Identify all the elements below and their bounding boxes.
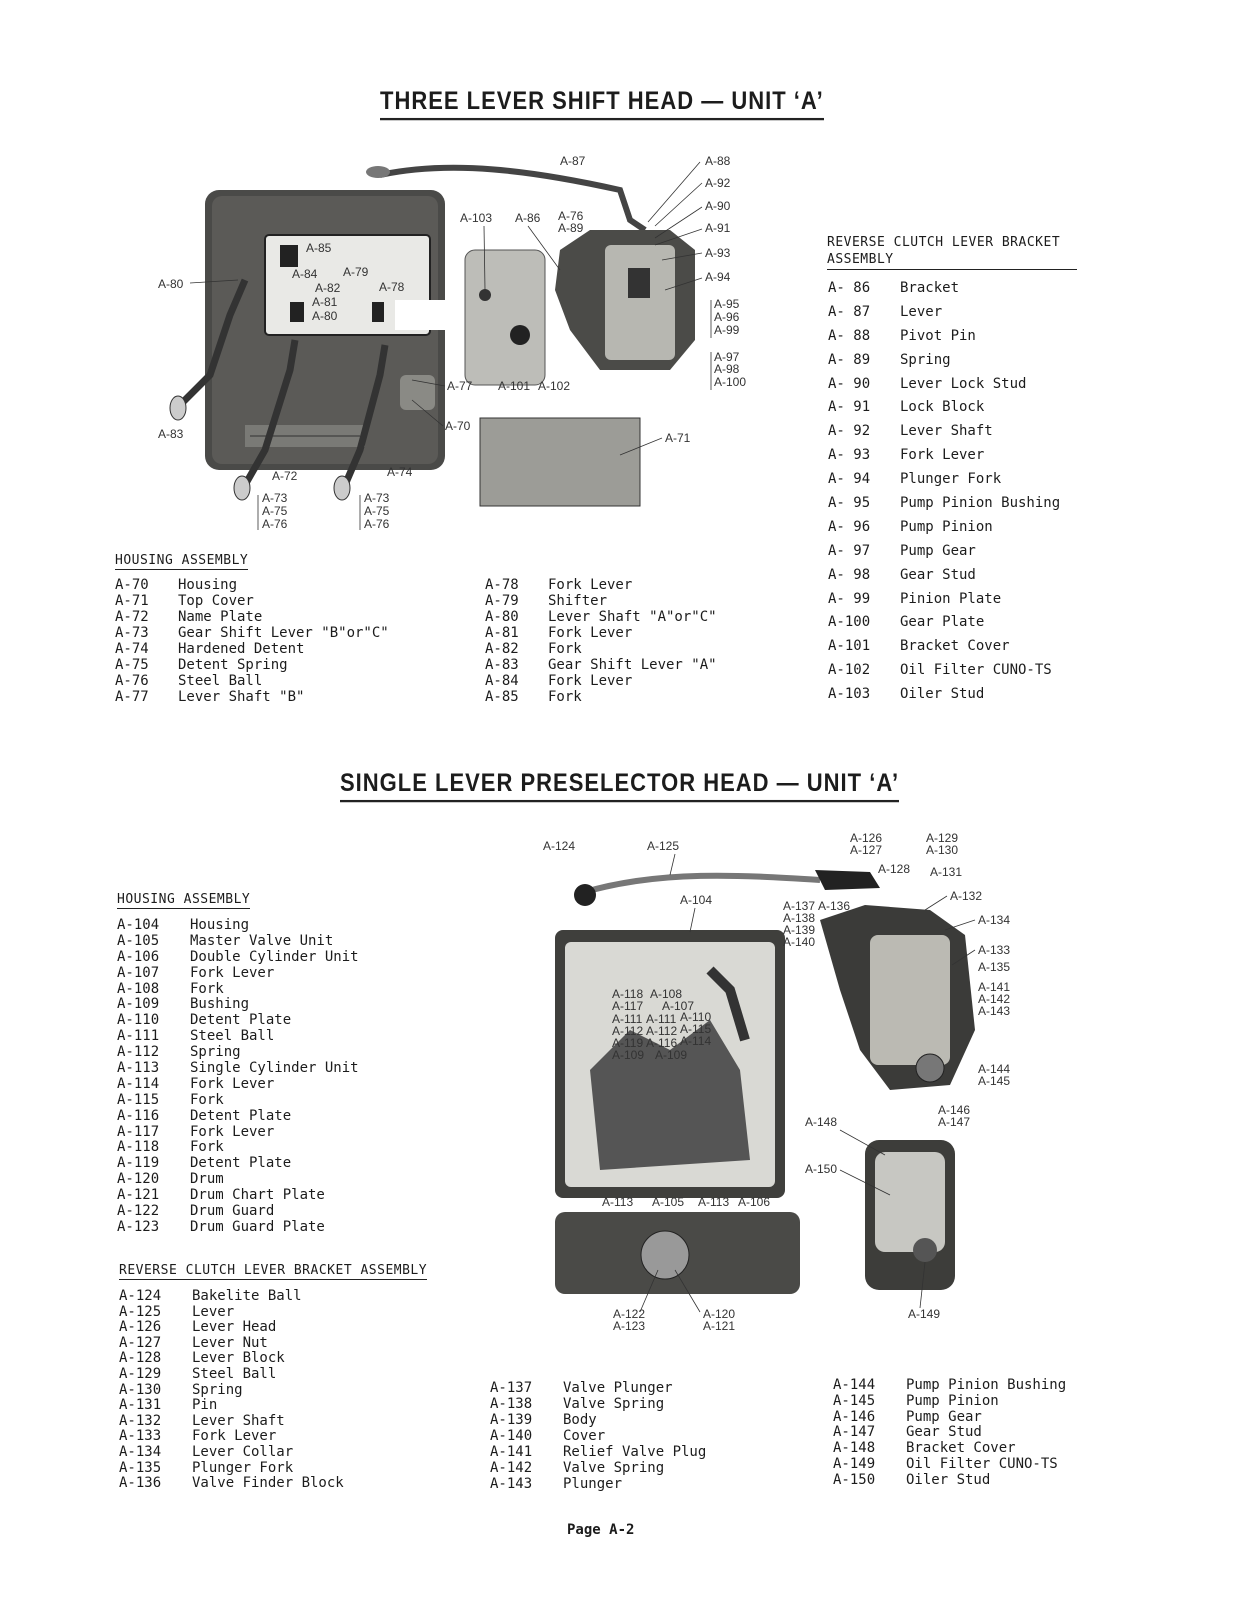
- part-row: A-72 Name Plate: [115, 609, 263, 625]
- svg-text:A-75: A-75: [262, 504, 288, 518]
- part-row: A-100 Gear Plate: [828, 614, 985, 631]
- svg-text:A-74: A-74: [387, 465, 413, 479]
- part-row: A-116 Detent Plate: [117, 1107, 292, 1124]
- svg-text:A-88: A-88: [705, 154, 731, 168]
- svg-text:A-118: A-118: [612, 987, 644, 1001]
- svg-text:A-128: A-128: [878, 862, 911, 876]
- svg-text:A-77: A-77: [447, 379, 473, 393]
- svg-text:A-142: A-142: [978, 992, 1011, 1006]
- svg-text:A-131: A-131: [930, 865, 963, 879]
- single-lever-title: SINGLE LEVER PRESELECTOR HEAD — UNIT ‘A’: [340, 768, 899, 803]
- pump-parts-list: [833, 1377, 1066, 1488]
- part-row: A-137 Valve Plunger: [490, 1380, 673, 1396]
- svg-text:A-126: A-126: [850, 831, 883, 845]
- svg-text:A-84: A-84: [292, 267, 318, 281]
- part-row: A-128 Lever Block: [119, 1350, 285, 1367]
- part-row: A-147 Gear Stud: [833, 1424, 982, 1441]
- svg-text:A-83: A-83: [158, 427, 184, 441]
- part-row: A-133 Fork Lever: [119, 1428, 277, 1445]
- part-row: A-118 Fork: [117, 1139, 224, 1156]
- top-cover-photo: [480, 418, 640, 506]
- svg-text:A-81: A-81: [312, 295, 338, 309]
- part-row: A-120 Drum: [117, 1171, 224, 1188]
- svg-text:A-76: A-76: [558, 209, 584, 223]
- svg-text:A-112: A-112: [612, 1024, 644, 1038]
- svg-text:A-124: A-124: [543, 839, 576, 853]
- valve-parts-list: [490, 1380, 706, 1492]
- part-row: A-150 Oiler Stud: [833, 1471, 991, 1488]
- svg-text:A-138: A-138: [783, 911, 816, 925]
- svg-text:A-112: A-112: [646, 1024, 678, 1038]
- svg-text:A-89: A-89: [558, 221, 584, 235]
- svg-text:A-130: A-130: [926, 843, 959, 857]
- svg-text:A-105: A-105: [652, 1195, 685, 1209]
- part-row: A-74 Hardened Detent: [115, 641, 305, 657]
- svg-text:A-116: A-116: [646, 1036, 678, 1050]
- part-row: A- 94 Plunger Fork: [828, 471, 1002, 488]
- svg-text:A-109: A-109: [655, 1048, 688, 1062]
- reverse-bracket-heading: REVERSE CLUTCH LEVER BRACKET ASSEMBLY: [827, 234, 1077, 270]
- svg-text:A-80: A-80: [312, 309, 338, 323]
- svg-text:A-143: A-143: [978, 1004, 1011, 1018]
- part-row: A-146 Pump Gear: [833, 1408, 982, 1425]
- svg-text:A-111: A-111: [612, 1012, 643, 1026]
- svg-text:A-97: A-97: [714, 350, 740, 364]
- part-row: A-138 Valve Spring: [490, 1396, 665, 1412]
- part-row: A-103 Oiler Stud: [828, 686, 985, 703]
- three-lever-title: THREE LEVER SHIFT HEAD — UNIT ‘A’: [380, 86, 824, 121]
- svg-text:A-78: A-78: [379, 280, 405, 294]
- svg-text:A-73: A-73: [262, 491, 288, 505]
- svg-text:A-104: A-104: [680, 893, 713, 907]
- part-row: A- 88 Pivot Pin: [828, 327, 976, 344]
- svg-text:A-122: A-122: [613, 1307, 646, 1321]
- part-row: A-101 Bracket Cover: [828, 638, 1010, 655]
- svg-text:A-101: A-101: [498, 379, 531, 393]
- svg-text:A-87: A-87: [560, 154, 586, 168]
- part-row: A- 87 Lever: [828, 303, 943, 320]
- svg-text:A-79: A-79: [343, 265, 369, 279]
- svg-text:A-106: A-106: [738, 1195, 771, 1209]
- svg-text:A-141: A-141: [978, 980, 1011, 994]
- svg-text:A-76: A-76: [364, 517, 390, 531]
- part-row: A-113 Single Cylinder Unit: [117, 1060, 359, 1077]
- svg-text:A-91: A-91: [705, 221, 731, 235]
- part-row: A-142 Valve Spring: [490, 1460, 665, 1476]
- svg-text:A-107: A-107: [662, 999, 695, 1013]
- svg-text:A-93: A-93: [705, 246, 731, 260]
- part-row: A-136 Valve Finder Block: [119, 1475, 344, 1492]
- part-row: A-71 Top Cover: [115, 593, 254, 609]
- svg-text:A-94: A-94: [705, 270, 731, 284]
- preselector-bracket-parts-list: [119, 1288, 344, 1491]
- part-row: A- 96 Pump Pinion: [828, 518, 993, 535]
- housing-photo: [170, 190, 445, 500]
- svg-text:A-133: A-133: [978, 943, 1011, 957]
- part-row: A-110 Detent Plate: [117, 1012, 292, 1029]
- svg-text:A-82: A-82: [315, 281, 341, 295]
- part-row: A-125 Lever: [119, 1303, 235, 1320]
- part-row: A-111 Steel Ball: [117, 1028, 275, 1045]
- housing-parts-col2: [485, 577, 717, 705]
- part-row: A-102 Oil Filter CUNO-TS: [828, 662, 1052, 679]
- part-row: A-140 Cover: [490, 1428, 606, 1444]
- part-row: A-119 Detent Plate: [117, 1155, 292, 1172]
- bracket-cover-photo: [465, 250, 545, 385]
- housing-photo: [555, 930, 785, 1198]
- part-row: A-143 Plunger: [490, 1476, 623, 1492]
- part-row: A-145 Pump Pinion: [833, 1392, 999, 1409]
- reverse-bracket-parts-list: [828, 280, 1060, 710]
- svg-text:A-127: A-127: [850, 843, 883, 857]
- part-row: A-115 Fork: [117, 1091, 224, 1108]
- svg-text:A-80: A-80: [158, 277, 184, 291]
- svg-text:A-98: A-98: [714, 362, 740, 376]
- part-row: A-70 Housing: [115, 577, 238, 593]
- reverse-bracket-heading-bottom: REVERSE CLUTCH LEVER BRACKET ASSEMBLY: [119, 1263, 428, 1278]
- svg-text:A-95: A-95: [714, 297, 740, 311]
- svg-text:A-86: A-86: [515, 211, 541, 225]
- svg-text:A-96: A-96: [714, 310, 740, 324]
- part-row: A-139 Body: [490, 1412, 597, 1428]
- part-row: A-126 Lever Head: [119, 1319, 277, 1336]
- part-row: A-82 Fork: [485, 641, 582, 657]
- three-lever-head-figure: [150, 150, 770, 540]
- svg-text:A-108: A-108: [650, 987, 683, 1001]
- part-row: A- 91 Lock Block: [828, 399, 985, 416]
- housing-heading-bottom: HOUSING ASSEMBLY: [117, 892, 251, 907]
- svg-text:A-113: A-113: [602, 1195, 634, 1209]
- svg-text:A-115: A-115: [680, 1022, 712, 1036]
- svg-text:A-132: A-132: [950, 889, 983, 903]
- svg-text:A-71: A-71: [665, 431, 691, 445]
- page-number: Page A-2: [567, 1522, 635, 1538]
- part-row: A-112 Spring: [117, 1044, 241, 1061]
- svg-text:A-75: A-75: [364, 504, 390, 518]
- svg-text:A-140: A-140: [783, 935, 816, 949]
- part-row: A-130 Spring: [119, 1381, 243, 1398]
- part-row: A- 97 Pump Gear: [828, 542, 976, 559]
- part-row: A-114 Fork Lever: [117, 1075, 275, 1092]
- svg-text:A-150: A-150: [805, 1162, 838, 1176]
- svg-text:A-144: A-144: [978, 1062, 1011, 1076]
- part-row: A- 86 Bracket: [828, 280, 960, 296]
- svg-text:A-125: A-125: [647, 839, 680, 853]
- part-row: A- 89 Spring: [828, 351, 951, 368]
- bracket-photo: [820, 905, 975, 1090]
- part-row: A-107 Fork Lever: [117, 964, 275, 981]
- drum-guard-photo: [555, 1212, 800, 1294]
- housing-heading-top: HOUSING ASSEMBLY: [115, 553, 249, 568]
- svg-text:A-100: A-100: [714, 375, 747, 389]
- svg-text:A-119: A-119: [612, 1036, 644, 1050]
- part-row: A-81 Fork Lever: [485, 625, 633, 641]
- bracket-cover-photo: [865, 1140, 955, 1290]
- part-row: A- 93 Fork Lever: [828, 447, 985, 464]
- part-row: A-108 Fork: [117, 980, 224, 997]
- part-row: A-78 Fork Lever: [485, 577, 633, 593]
- svg-text:A-136: A-136: [818, 899, 851, 913]
- svg-text:A-99: A-99: [714, 323, 740, 337]
- part-row: A-105 Master Valve Unit: [117, 932, 334, 949]
- part-row: A-149 Oil Filter CUNO-TS: [833, 1455, 1058, 1472]
- svg-text:A-102: A-102: [538, 379, 571, 393]
- svg-text:A-147: A-147: [938, 1115, 971, 1129]
- part-row: A-124 Bakelite Ball: [119, 1288, 302, 1304]
- part-row: A-121 Drum Chart Plate: [117, 1187, 325, 1204]
- part-row: A-84 Fork Lever: [485, 673, 633, 689]
- part-row: A-106 Double Cylinder Unit: [117, 948, 359, 965]
- part-row: A- 92 Lever Shaft: [828, 423, 993, 440]
- svg-text:A-70: A-70: [445, 419, 471, 433]
- svg-text:A-121: A-121: [703, 1319, 736, 1333]
- svg-text:A-123: A-123: [613, 1319, 646, 1333]
- svg-text:A-76: A-76: [262, 517, 288, 531]
- part-row: A-122 Drum Guard: [117, 1203, 275, 1220]
- svg-text:A-73: A-73: [364, 491, 390, 505]
- part-row: A-77 Lever Shaft "B": [115, 689, 305, 705]
- preselector-housing-parts-list: [117, 917, 359, 1235]
- svg-text:A-92: A-92: [705, 176, 731, 190]
- svg-text:A-148: A-148: [805, 1115, 838, 1129]
- part-row: A-80 Lever Shaft "A"or"C": [485, 609, 717, 625]
- part-row: A-127 Lever Nut: [119, 1334, 268, 1351]
- part-row: A-104 Housing: [117, 917, 250, 933]
- part-row: A- 95 Pump Pinion Bushing: [828, 495, 1061, 512]
- svg-text:A-120: A-120: [703, 1307, 736, 1321]
- part-row: A-144 Pump Pinion Bushing: [833, 1377, 1067, 1393]
- svg-text:A-72: A-72: [272, 469, 298, 483]
- housing-parts-col1: [115, 577, 389, 705]
- part-row: A-132 Lever Shaft: [119, 1412, 285, 1429]
- part-row: A-131 Pin: [119, 1397, 218, 1414]
- svg-text:A-111: A-111: [646, 1012, 677, 1026]
- svg-text:A-146: A-146: [938, 1103, 971, 1117]
- part-row: A-141 Relief Valve Plug: [490, 1444, 707, 1460]
- svg-text:A-145: A-145: [978, 1074, 1011, 1088]
- svg-text:A-109: A-109: [612, 1048, 645, 1062]
- svg-text:A-135: A-135: [978, 960, 1011, 974]
- part-row: A-85 Fork: [485, 689, 582, 705]
- svg-text:A-134: A-134: [978, 913, 1011, 927]
- part-row: A-148 Bracket Cover: [833, 1440, 1016, 1457]
- part-row: A-123 Drum Guard Plate: [117, 1218, 325, 1235]
- part-row: A-73 Gear Shift Lever "B"or"C": [115, 625, 389, 641]
- svg-text:A-110: A-110: [680, 1010, 712, 1024]
- part-row: A-117 Fork Lever: [117, 1123, 275, 1140]
- svg-text:A-129: A-129: [926, 831, 959, 845]
- svg-text:A-137: A-137: [783, 899, 816, 913]
- part-row: A-83 Gear Shift Lever "A": [485, 657, 717, 673]
- part-row: A-76 Steel Ball: [115, 673, 263, 689]
- part-row: A-134 Lever Collar: [119, 1443, 294, 1460]
- svg-text:A-90: A-90: [705, 199, 731, 213]
- svg-text:A-117: A-117: [612, 999, 644, 1013]
- single-lever-head-figure: [540, 830, 1120, 1340]
- part-row: A- 98 Gear Stud: [828, 566, 976, 583]
- svg-text:A-113: A-113: [698, 1195, 730, 1209]
- svg-text:A-114: A-114: [680, 1034, 712, 1048]
- svg-text:A-103: A-103: [460, 211, 493, 225]
- part-row: A-135 Plunger Fork: [119, 1459, 294, 1476]
- part-row: A-79 Shifter: [485, 593, 608, 609]
- part-row: A-109 Bushing: [117, 996, 250, 1013]
- part-row: A-75 Detent Spring: [115, 657, 288, 673]
- svg-text:A-85: A-85: [306, 241, 332, 255]
- svg-text:A-139: A-139: [783, 923, 816, 937]
- part-row: A-129 Steel Ball: [119, 1365, 277, 1382]
- part-row: A- 99 Pinion Plate: [828, 590, 1002, 607]
- part-row: A- 90 Lever Lock Stud: [828, 375, 1027, 392]
- svg-text:A-149: A-149: [908, 1307, 941, 1321]
